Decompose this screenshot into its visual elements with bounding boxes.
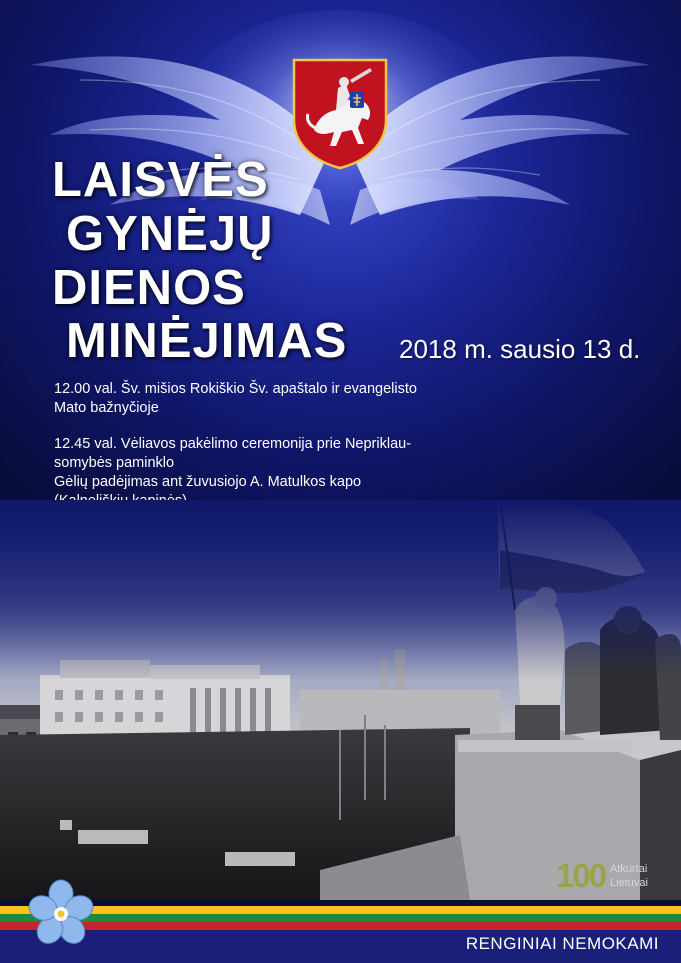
coat-of-arms-icon — [292, 58, 388, 170]
schedule-line: Mato bažnyčioje — [54, 400, 159, 416]
historic-crowd-photo — [0, 500, 681, 900]
schedule-line: somybės paminklo — [54, 455, 175, 471]
flag-stripe-green — [0, 914, 681, 922]
flag-stripe-yellow — [0, 906, 681, 914]
forget-me-not-flower-icon — [26, 878, 96, 948]
logo-line-2: Lietuvai — [610, 877, 648, 889]
schedule-line: 12.45 val. Vėliavos pakėlimo ceremonija prie Nepriklau- — [54, 436, 412, 452]
logo-number: 100 — [556, 857, 606, 894]
logo-text — [610, 862, 648, 890]
title-line-4: MINĖJIMAS — [66, 314, 348, 368]
free-events-label: RENGINIAI NEMOKAMI — [465, 934, 659, 953]
logo-line-1: Atkurtai — [610, 863, 648, 875]
schedule-line: 12.00 val. Šv. mišios Rokiškio Šv. apaštalo ir evangelisto — [54, 381, 417, 397]
flag-stripe-red — [0, 922, 681, 930]
title-line-2: GYNĖJŲ — [66, 207, 274, 261]
title-line-3: DIENOS — [52, 261, 246, 315]
schedule-line: Gėlių padėjimas ant žuvusiojo A. Matulkos kapo — [54, 474, 362, 490]
schedule-item — [54, 380, 494, 418]
title-line-1: LAISVĖS — [52, 153, 269, 207]
lithuania-100-logo — [556, 858, 666, 894]
event-date: 2018 m. sausio 13 d. — [399, 334, 641, 364]
